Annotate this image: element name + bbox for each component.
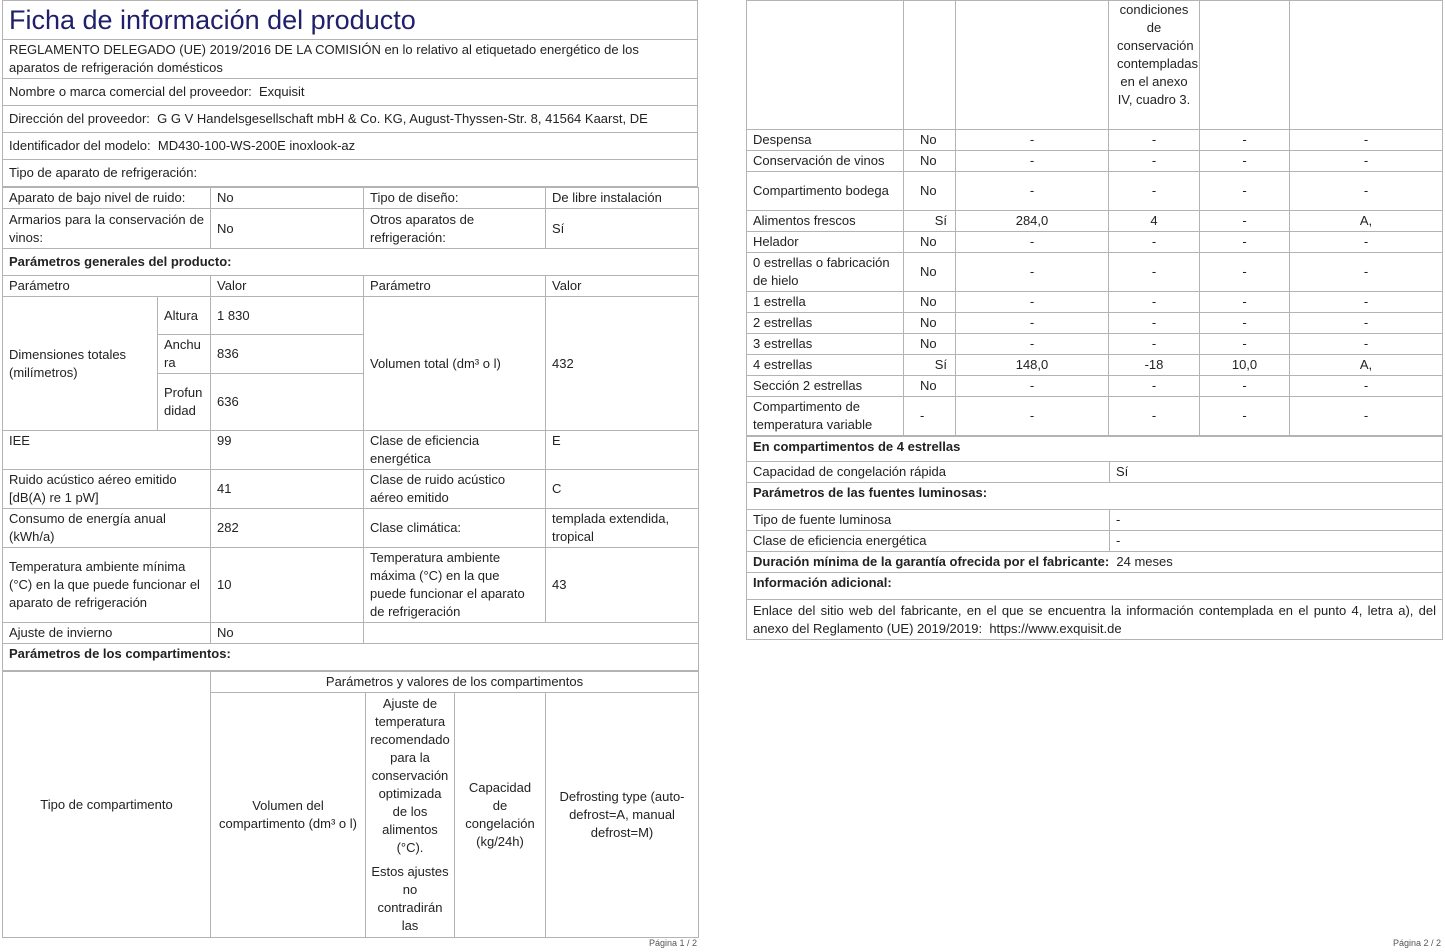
- compartment-row: [747, 313, 1443, 334]
- compartment-name: Despensa: [747, 130, 904, 151]
- compartment-temp: -: [1109, 151, 1200, 172]
- volume-label: Volumen total (dm³ o l): [364, 297, 546, 431]
- compartment-freeze: -: [1200, 172, 1290, 211]
- product-info-table-header: [2, 0, 698, 187]
- compartment-name: Sección 2 estrellas: [747, 376, 904, 397]
- warranty-label: Duración mínima de la garantía ofrecida por el fabricante:: [753, 554, 1110, 569]
- tmax-label: Temperatura ambiente máxima (°C) en la que puede funcionar el aparato de refrigeración: [364, 548, 546, 623]
- compartment-freeze: -: [1200, 151, 1290, 172]
- cont-empty-2: [904, 1, 956, 130]
- compartment-row: [747, 172, 1443, 211]
- compartment-defrost: -: [1290, 172, 1443, 211]
- light-params-heading: Parámetros de las fuentes luminosas:: [747, 483, 1443, 510]
- cont-empty-5: [1200, 1, 1290, 130]
- winter-empty: [364, 623, 699, 644]
- compartment-name: Compartimento bodega: [747, 172, 904, 211]
- compartment-row: [747, 211, 1443, 232]
- compartment-volume: -: [956, 292, 1109, 313]
- compartment-present: No: [904, 232, 956, 253]
- compartment-name: Alimentos frescos: [747, 211, 904, 232]
- compartment-volume: -: [956, 232, 1109, 253]
- page-1: [2, 0, 698, 938]
- other-label: Otros aparatos de refrigeración:: [364, 209, 546, 249]
- compartment-temp: -: [1109, 232, 1200, 253]
- light-type-label: Tipo de fuente luminosa: [747, 510, 1110, 531]
- compartment-defrost: -: [1290, 232, 1443, 253]
- compartment-temp: -: [1109, 253, 1200, 292]
- page-number-1: Página 1 / 2: [649, 938, 698, 948]
- compartment-volume: -: [956, 334, 1109, 355]
- page-2: [746, 0, 1442, 640]
- low-noise-value: No: [211, 188, 364, 209]
- compartment-present: Sí: [904, 211, 956, 232]
- compartment-volume: -: [956, 376, 1109, 397]
- eff-class-value: E: [546, 431, 699, 470]
- fast-freeze-label: Capacidad de congelación rápida: [747, 462, 1110, 483]
- other-value: Sí: [546, 209, 699, 249]
- wine-label: Armarios para la conservación de vinos:: [3, 209, 211, 249]
- winter-label: Ajuste de invierno: [3, 623, 211, 644]
- cont-empty-1: [747, 1, 904, 130]
- tmin-value: 10: [211, 548, 364, 623]
- col-value-1: Valor: [211, 276, 364, 297]
- cont-empty-6: [1290, 1, 1443, 130]
- compartment-defrost: -: [1290, 334, 1443, 355]
- compartment-volume: -: [956, 130, 1109, 151]
- comp-type-header: Tipo de compartimento: [3, 672, 211, 938]
- compartment-present: -: [904, 397, 956, 436]
- compartment-freeze: -: [1200, 232, 1290, 253]
- compartment-volume: -: [956, 253, 1109, 292]
- four-star-heading: En compartimentos de 4 estrellas: [747, 437, 1443, 462]
- noise-class-label: Clase de ruido acústico aéreo emitido: [364, 470, 546, 509]
- noise-class-value: C: [546, 470, 699, 509]
- compartment-temp: -18: [1109, 355, 1200, 376]
- compartment-defrost: A,: [1290, 355, 1443, 376]
- energy-value: 282: [211, 509, 364, 548]
- compartments-header-table: [2, 671, 699, 938]
- general-params-table: [2, 187, 699, 671]
- four-star-table: [746, 436, 1443, 640]
- compartment-defrost: -: [1290, 376, 1443, 397]
- compartment-temp: -: [1109, 172, 1200, 211]
- compartment-temp: -: [1109, 397, 1200, 436]
- warranty-row: [747, 552, 1443, 573]
- tmax-value: 43: [546, 548, 699, 623]
- compartment-present: No: [904, 130, 956, 151]
- compartment-temp: -: [1109, 313, 1200, 334]
- compartment-temp: -: [1109, 334, 1200, 355]
- supplier-row: [3, 79, 698, 106]
- col-param-2: Parámetro: [364, 276, 546, 297]
- compartment-volume: -: [956, 397, 1109, 436]
- compartment-freeze: -: [1200, 211, 1290, 232]
- compartment-name: Helador: [747, 232, 904, 253]
- address-row: [3, 106, 698, 133]
- compartment-freeze: -: [1200, 292, 1290, 313]
- compartment-temp: -: [1109, 376, 1200, 397]
- compartment-present: No: [904, 172, 956, 211]
- compartment-row: [747, 397, 1443, 436]
- width-label: Anchura: [158, 335, 211, 374]
- compartment-volume: -: [956, 313, 1109, 334]
- compartment-name: 0 estrellas o fabricación de hielo: [747, 253, 904, 292]
- energy-label: Consumo de energía anual (kWh/a): [3, 509, 211, 548]
- compartment-name: 4 estrellas: [747, 355, 904, 376]
- supplier-value: Exquisit: [259, 84, 305, 99]
- compartment-temp: 4: [1109, 211, 1200, 232]
- compartment-temp: -: [1109, 130, 1200, 151]
- eff-class-label: Clase de eficiencia energética: [364, 431, 546, 470]
- link-row: [747, 600, 1443, 640]
- comp-freeze-header: Capacidad de congelación (kg/24h): [455, 693, 546, 938]
- climate-label: Clase climática:: [364, 509, 546, 548]
- compartment-row: [747, 376, 1443, 397]
- fast-freeze-value: Sí: [1110, 462, 1443, 483]
- cont-empty-3: [956, 1, 1109, 130]
- warranty-value: 24 meses: [1116, 554, 1173, 569]
- appliance-type-heading: Tipo de aparato de refrigeración:: [3, 160, 698, 187]
- col-param-1: Parámetro: [3, 276, 211, 297]
- compartment-defrost: -: [1290, 313, 1443, 334]
- compartment-defrost: -: [1290, 253, 1443, 292]
- address-label: Dirección del proveedor:: [9, 111, 150, 126]
- link-text: Enlace del sitio web del fabricante, en el que se encuentra la información contemplada en el punto 4, letra a), del anexo del Reglamento (UE) 2019/2019:: [753, 602, 1437, 636]
- depth-value: 636: [211, 374, 364, 431]
- address-value: G G V Handelsgesellschaft mbH & Co. KG, August-Thyssen-Str. 8, 41564 Kaarst, DE: [157, 111, 648, 126]
- compartment-row: [747, 253, 1443, 292]
- compartment-row: [747, 151, 1443, 172]
- comp-temp-header-cont: condiciones de conservación contempladas en el anexo IV, cuadro 3.: [1109, 1, 1200, 130]
- noise-label: Ruido acústico aéreo emitido [dB(A) re 1 pW]: [3, 470, 211, 509]
- compartment-present: Sí: [904, 355, 956, 376]
- compartment-row: [747, 355, 1443, 376]
- compartment-name: 3 estrellas: [747, 334, 904, 355]
- col-value-2: Valor: [546, 276, 699, 297]
- width-value: 836: [211, 335, 364, 374]
- compartment-present: No: [904, 334, 956, 355]
- light-class-label: Clase de eficiencia energética: [747, 531, 1110, 552]
- comp-values-header: Parámetros y valores de los compartimentos: [211, 672, 699, 693]
- winter-value: No: [211, 623, 364, 644]
- compartment-volume: 284,0: [956, 211, 1109, 232]
- compartment-present: No: [904, 253, 956, 292]
- comp-params-heading: Parámetros de los compartimentos:: [3, 644, 699, 671]
- page-number-2: Página 2 / 2: [1393, 938, 1442, 948]
- design-value: De libre instalación: [546, 188, 699, 209]
- comp-temp-header-line1: Ajuste de temperatura recomendado para la conservación optimizada de los alimentos (°C).: [370, 696, 450, 855]
- design-label: Tipo de diseño:: [364, 188, 546, 209]
- compartment-defrost: -: [1290, 130, 1443, 151]
- low-noise-label: Aparato de bajo nivel de ruido:: [3, 188, 211, 209]
- light-type-value: -: [1110, 510, 1443, 531]
- compartment-defrost: -: [1290, 397, 1443, 436]
- compartments-table: [746, 0, 1443, 436]
- compartment-freeze: -: [1200, 130, 1290, 151]
- tmin-label: Temperatura ambiente mínima (°C) en la que puede funcionar el aparato de refrigeración: [3, 548, 211, 623]
- comp-temp-header: [366, 693, 455, 938]
- compartment-freeze: -: [1200, 397, 1290, 436]
- compartment-name: Compartimento de temperatura variable: [747, 397, 904, 436]
- dimensions-label: Dimensiones totales (milímetros): [3, 297, 158, 431]
- height-label: Altura: [158, 297, 211, 335]
- compartment-defrost: A,: [1290, 211, 1443, 232]
- compartment-volume: -: [956, 151, 1109, 172]
- compartment-row: [747, 130, 1443, 151]
- compartment-volume: -: [956, 172, 1109, 211]
- compartment-volume: 148,0: [956, 355, 1109, 376]
- compartment-name: 1 estrella: [747, 292, 904, 313]
- compartment-freeze: -: [1200, 313, 1290, 334]
- regulation-text: REGLAMENTO DELEGADO (UE) 2019/2016 DE LA COMISIÓN en lo relativo al etiquetado energético de los aparatos de refrigeración domésticos: [3, 40, 698, 79]
- compartment-freeze: -: [1200, 376, 1290, 397]
- compartment-name: Conservación de vinos: [747, 151, 904, 172]
- compartment-present: No: [904, 151, 956, 172]
- compartment-row: [747, 292, 1443, 313]
- compartment-freeze: -: [1200, 334, 1290, 355]
- eei-value: 99: [211, 431, 364, 470]
- compartment-row: [747, 232, 1443, 253]
- supplier-label: Nombre o marca comercial del proveedor:: [9, 84, 252, 99]
- manufacturer-link[interactable]: https://www.exquisit.de: [989, 620, 1122, 636]
- model-value: MD430-100-WS-200E inoxlook-az: [157, 138, 356, 153]
- comp-temp-header-line2: Estos ajustes no contradirán las: [371, 864, 449, 933]
- height-value: 1 830: [211, 297, 364, 335]
- comp-volume-header: Volumen del compartimento (dm³ o l): [211, 693, 366, 938]
- noise-value: 41: [211, 470, 364, 509]
- compartment-present: No: [904, 313, 956, 334]
- compartment-defrost: -: [1290, 151, 1443, 172]
- model-row: [3, 133, 698, 160]
- model-label: Identificador del modelo:: [9, 138, 151, 153]
- eei-label: IEE: [3, 431, 211, 470]
- light-class-value: -: [1110, 531, 1443, 552]
- compartment-freeze: -: [1200, 253, 1290, 292]
- comp-defrost-header: Defrosting type (auto-defrost=A, manual defrost=M): [546, 693, 699, 938]
- depth-label: Profundidad: [158, 374, 211, 431]
- volume-value: 432: [546, 297, 699, 431]
- compartment-row: [747, 334, 1443, 355]
- compartment-temp: -: [1109, 292, 1200, 313]
- compartment-freeze: 10,0: [1200, 355, 1290, 376]
- compartment-name: 2 estrellas: [747, 313, 904, 334]
- compartment-present: No: [904, 376, 956, 397]
- wine-value: No: [211, 209, 364, 249]
- compartment-present: No: [904, 292, 956, 313]
- compartment-defrost: -: [1290, 292, 1443, 313]
- climate-value: templada extendida, tropical: [546, 509, 699, 548]
- additional-info-heading: Información adicional:: [747, 573, 1443, 600]
- general-params-heading: Parámetros generales del producto:: [3, 249, 699, 276]
- page-title: Ficha de información del producto: [3, 1, 698, 40]
